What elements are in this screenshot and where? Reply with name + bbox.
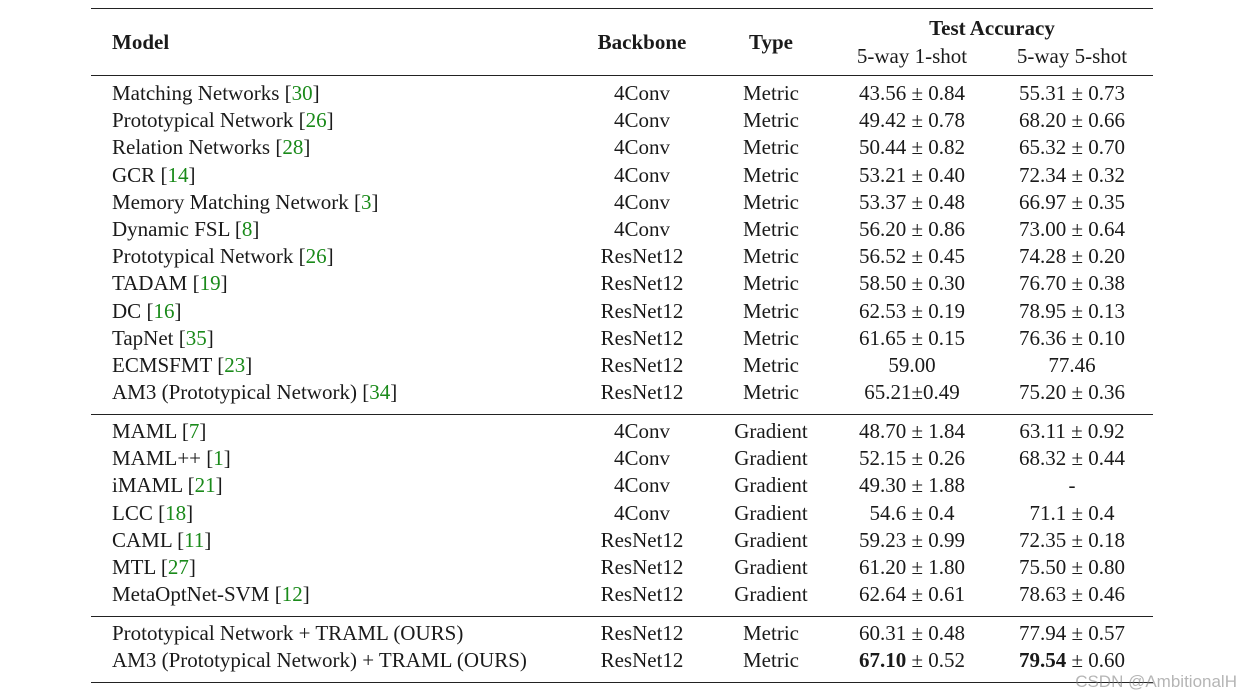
type-cell: Gradient	[734, 500, 808, 525]
model-cell: Memory Matching Network [3]	[112, 189, 379, 214]
model-name: TADAM	[112, 271, 188, 296]
model-cell	[112, 647, 527, 674]
accuracy-1shot-cell: 43.56 ± 0.84	[858, 81, 966, 105]
table-row	[91, 216, 1153, 243]
model-cell: MAML++ [1]	[112, 446, 231, 471]
table-row	[91, 352, 1153, 379]
citation-link[interactable]: 14	[167, 162, 189, 187]
citation-link[interactable]: 26	[305, 108, 327, 133]
model-name: TapNet	[112, 325, 174, 350]
model-name: Memory Matching Network	[112, 189, 349, 214]
accuracy-5shot-cell: 68.32 ± 0.44	[1018, 446, 1126, 471]
type-cell: Metric	[743, 648, 799, 673]
accuracy-5shot-cell: 78.63 ± 0.46	[1018, 582, 1126, 607]
backbone-cell: 4Conv	[613, 162, 670, 187]
group-divider	[91, 414, 1153, 415]
table-row	[91, 325, 1153, 352]
backbone-cell: ResNet12	[600, 380, 684, 405]
accuracy-5shot-cell: 73.00 ± 0.64	[1018, 217, 1126, 241]
type-cell: Metric	[743, 271, 799, 296]
header-test-accuracy: Test Accuracy	[929, 16, 1055, 40]
accuracy-5shot-cell: 77.46	[1048, 353, 1096, 377]
model-cell: Prototypical Network [26]	[112, 108, 334, 133]
citation-link[interactable]: 12	[281, 582, 303, 607]
type-cell: Metric	[743, 244, 799, 269]
table-row	[91, 581, 1153, 608]
backbone-cell: ResNet12	[600, 527, 684, 552]
table-row	[91, 270, 1153, 297]
model-cell: CAML [11]	[112, 527, 212, 552]
backbone-cell: ResNet12	[600, 353, 684, 377]
backbone-cell: 4Conv	[613, 108, 670, 133]
model-cell: Prototypical Network [26]	[112, 244, 334, 269]
citation-link[interactable]: 19	[199, 271, 221, 296]
accuracy-5shot-cell	[991, 647, 1153, 674]
accuracy-1shot-cell: 56.52 ± 0.45	[858, 244, 966, 269]
accuracy-1shot-cell	[831, 647, 993, 674]
table-row	[91, 379, 1153, 406]
table-row	[91, 500, 1153, 527]
group-divider	[91, 616, 1153, 617]
citation-link[interactable]: 18	[165, 500, 187, 525]
header-1shot: 5-way 1-shot	[856, 44, 968, 68]
type-cell: Gradient	[734, 527, 808, 552]
backbone-cell: ResNet12	[600, 621, 684, 645]
accuracy-5shot-cell: 55.31 ± 0.73	[1018, 81, 1126, 105]
model-name: MAML++	[112, 446, 202, 471]
accuracy-5shot-cell: 77.94 ± 0.57	[1018, 621, 1126, 645]
backbone-cell: ResNet12	[600, 271, 684, 296]
citation-link[interactable]: 34	[369, 380, 391, 405]
accuracy-1shot-cell: 49.30 ± 1.88	[858, 473, 966, 498]
model-cell: DC [16]	[112, 298, 182, 323]
model-name: Prototypical Network	[112, 244, 294, 269]
table-row	[91, 527, 1153, 554]
accuracy-1shot-cell: 54.6 ± 0.4	[869, 500, 955, 525]
citation-link[interactable]: 16	[153, 298, 175, 323]
accuracy-1shot-cell: 59.00	[888, 353, 936, 377]
table-row	[91, 472, 1153, 499]
model-name: CAML	[112, 527, 172, 552]
accuracy-1shot-cell: 65.21±0.49	[864, 380, 960, 405]
model-name: GCR	[112, 162, 156, 187]
accuracy-1shot-cell: 48.70 ± 1.84	[858, 419, 966, 443]
accuracy-1shot-cell: 59.23 ± 0.99	[858, 527, 966, 552]
model-name: Prototypical Network + TRAML (OURS)	[112, 621, 464, 645]
model-name: iMAML	[112, 473, 183, 498]
model-cell: MAML [7]	[112, 419, 207, 443]
type-cell: Metric	[743, 81, 799, 105]
citation-link[interactable]: 35	[185, 325, 207, 350]
table-row	[91, 243, 1153, 270]
best-value: 79.54	[1018, 648, 1067, 673]
backbone-cell: ResNet12	[600, 582, 684, 607]
model-name: DC	[112, 298, 142, 323]
watermark: CSDN @AmbitionalH	[1075, 672, 1237, 691]
header-5shot: 5-way 5-shot	[1016, 44, 1128, 68]
backbone-cell: 4Conv	[613, 446, 670, 471]
model-cell: LCC [18]	[112, 500, 194, 525]
citation-link[interactable]: 21	[194, 473, 216, 498]
backbone-cell: 4Conv	[613, 135, 670, 160]
table-row	[91, 107, 1153, 134]
citation-link[interactable]: 26	[305, 244, 327, 269]
backbone-cell: ResNet12	[600, 325, 684, 350]
accuracy-5shot-cell: 63.11 ± 0.92	[1019, 419, 1125, 443]
table-row	[91, 80, 1153, 107]
citation-link[interactable]: 1	[213, 446, 224, 471]
std-value: ± 0.52	[906, 648, 966, 673]
table-row	[91, 162, 1153, 189]
std-value: ± 0.60	[1066, 648, 1126, 673]
accuracy-5shot-cell: 76.70 ± 0.38	[1018, 271, 1126, 296]
type-cell: Gradient	[734, 473, 808, 498]
model-cell: Matching Networks [30]	[112, 81, 320, 105]
accuracy-5shot-cell: 76.36 ± 0.10	[1018, 325, 1126, 350]
model-cell: AM3 (Prototypical Network) [34]	[112, 380, 398, 405]
accuracy-5shot-cell: 65.32 ± 0.70	[1018, 135, 1126, 160]
model-name: MAML	[112, 419, 177, 443]
citation-link[interactable]: 8	[241, 217, 253, 241]
header-model: Model	[112, 30, 170, 54]
accuracy-1shot-cell: 60.31 ± 0.48	[858, 621, 966, 645]
type-cell: Metric	[743, 353, 799, 377]
type-cell: Gradient	[734, 419, 808, 443]
citation-link[interactable]: 28	[282, 135, 304, 160]
table-row	[91, 418, 1153, 445]
accuracy-5shot-cell: 71.1 ± 0.4	[1029, 500, 1115, 525]
citation-link[interactable]: 23	[224, 353, 246, 377]
model-cell: Dynamic FSL [8]	[112, 217, 260, 241]
accuracy-5shot-cell: 74.28 ± 0.20	[1018, 244, 1126, 269]
model-name: Prototypical Network	[112, 108, 294, 133]
accuracy-5shot-cell: 66.97 ± 0.35	[1018, 189, 1126, 214]
model-cell: TADAM [19]	[112, 271, 228, 296]
model-name: Relation Networks	[112, 135, 271, 160]
type-cell: Metric	[743, 162, 799, 187]
accuracy-5shot-cell: 72.35 ± 0.18	[1018, 527, 1126, 552]
model-cell: GCR [14]	[112, 162, 196, 187]
model-name: Dynamic FSL	[112, 217, 230, 241]
model-cell: Relation Networks [28]	[112, 135, 311, 160]
table-row	[91, 445, 1153, 472]
accuracy-5shot-cell: 78.95 ± 0.13	[1018, 298, 1126, 323]
accuracy-5shot-cell: 75.50 ± 0.80	[1018, 555, 1126, 579]
model-name: AM3 (Prototypical Network)	[112, 380, 357, 405]
accuracy-1shot-cell: 62.64 ± 0.61	[858, 582, 966, 607]
backbone-cell: ResNet12	[600, 298, 684, 323]
header-backbone: Backbone	[597, 30, 687, 54]
accuracy-1shot-cell: 61.20 ± 1.80	[858, 555, 966, 579]
model-name: ECMSFMT	[112, 353, 212, 377]
backbone-cell: 4Conv	[613, 473, 670, 498]
table-row	[91, 554, 1153, 581]
top-rule	[91, 8, 1153, 9]
type-cell: Gradient	[734, 555, 808, 579]
model-name: MetaOptNet-SVM	[112, 582, 270, 607]
citation-link[interactable]: 30	[291, 81, 313, 105]
type-cell: Metric	[743, 621, 799, 645]
model-name: AM3 (Prototypical Network) + TRAML (OURS)	[112, 648, 527, 673]
accuracy-5shot-cell: 75.20 ± 0.36	[1018, 380, 1126, 405]
model-cell: ECMSFMT [23]	[112, 353, 253, 377]
best-value: 67.10	[858, 648, 907, 673]
header-type: Type	[749, 30, 793, 54]
accuracy-5shot-cell: 72.34 ± 0.32	[1018, 162, 1126, 187]
citation-link[interactable]: 11	[184, 527, 205, 552]
accuracy-1shot-cell: 52.15 ± 0.26	[858, 446, 966, 471]
accuracy-1shot-cell: 58.50 ± 0.30	[858, 271, 966, 296]
table-row	[91, 620, 1153, 647]
citation-link[interactable]: 3	[361, 189, 372, 214]
bottom-rule	[91, 682, 1153, 683]
type-cell: Metric	[743, 135, 799, 160]
type-cell: Metric	[743, 217, 799, 241]
accuracy-1shot-cell: 50.44 ± 0.82	[858, 135, 966, 160]
accuracy-1shot-cell: 61.65 ± 0.15	[858, 325, 966, 350]
backbone-cell: 4Conv	[613, 217, 670, 241]
accuracy-1shot-cell: 53.21 ± 0.40	[858, 162, 966, 187]
type-cell: Metric	[743, 380, 799, 405]
model-name: LCC	[112, 500, 153, 525]
accuracy-5shot-cell: 68.20 ± 0.66	[1018, 108, 1126, 133]
citation-link[interactable]: 7	[188, 419, 200, 443]
backbone-cell: ResNet12	[600, 244, 684, 269]
model-cell: TapNet [35]	[112, 325, 214, 350]
type-cell: Gradient	[734, 582, 808, 607]
backbone-cell: 4Conv	[613, 81, 670, 105]
backbone-cell: 4Conv	[613, 500, 670, 525]
accuracy-1shot-cell: 62.53 ± 0.19	[858, 298, 966, 323]
type-cell: Metric	[743, 108, 799, 133]
type-cell: Metric	[743, 189, 799, 214]
backbone-cell: 4Conv	[613, 419, 670, 443]
model-name: Matching Networks	[112, 81, 280, 105]
accuracy-1shot-cell: 53.37 ± 0.48	[858, 189, 966, 214]
model-name: MTL	[112, 555, 156, 579]
table-row	[91, 647, 1153, 674]
backbone-cell: ResNet12	[600, 648, 684, 673]
header-rule	[91, 75, 1153, 76]
citation-link[interactable]: 27	[167, 555, 189, 579]
model-cell: iMAML [21]	[112, 473, 223, 498]
type-cell: Metric	[743, 298, 799, 323]
accuracy-1shot-cell: 56.20 ± 0.86	[858, 217, 966, 241]
table-row	[91, 189, 1153, 216]
accuracy-1shot-cell: 49.42 ± 0.78	[858, 108, 966, 133]
type-cell: Gradient	[734, 446, 808, 471]
model-cell	[112, 620, 463, 647]
type-cell: Metric	[743, 325, 799, 350]
backbone-cell: ResNet12	[600, 555, 684, 579]
backbone-cell: 4Conv	[613, 189, 670, 214]
accuracy-5shot-cell: -	[1068, 473, 1076, 498]
model-cell: MetaOptNet-SVM [12]	[112, 582, 310, 607]
model-cell: MTL [27]	[112, 555, 196, 579]
table-row	[91, 134, 1153, 161]
table-row	[91, 298, 1153, 325]
